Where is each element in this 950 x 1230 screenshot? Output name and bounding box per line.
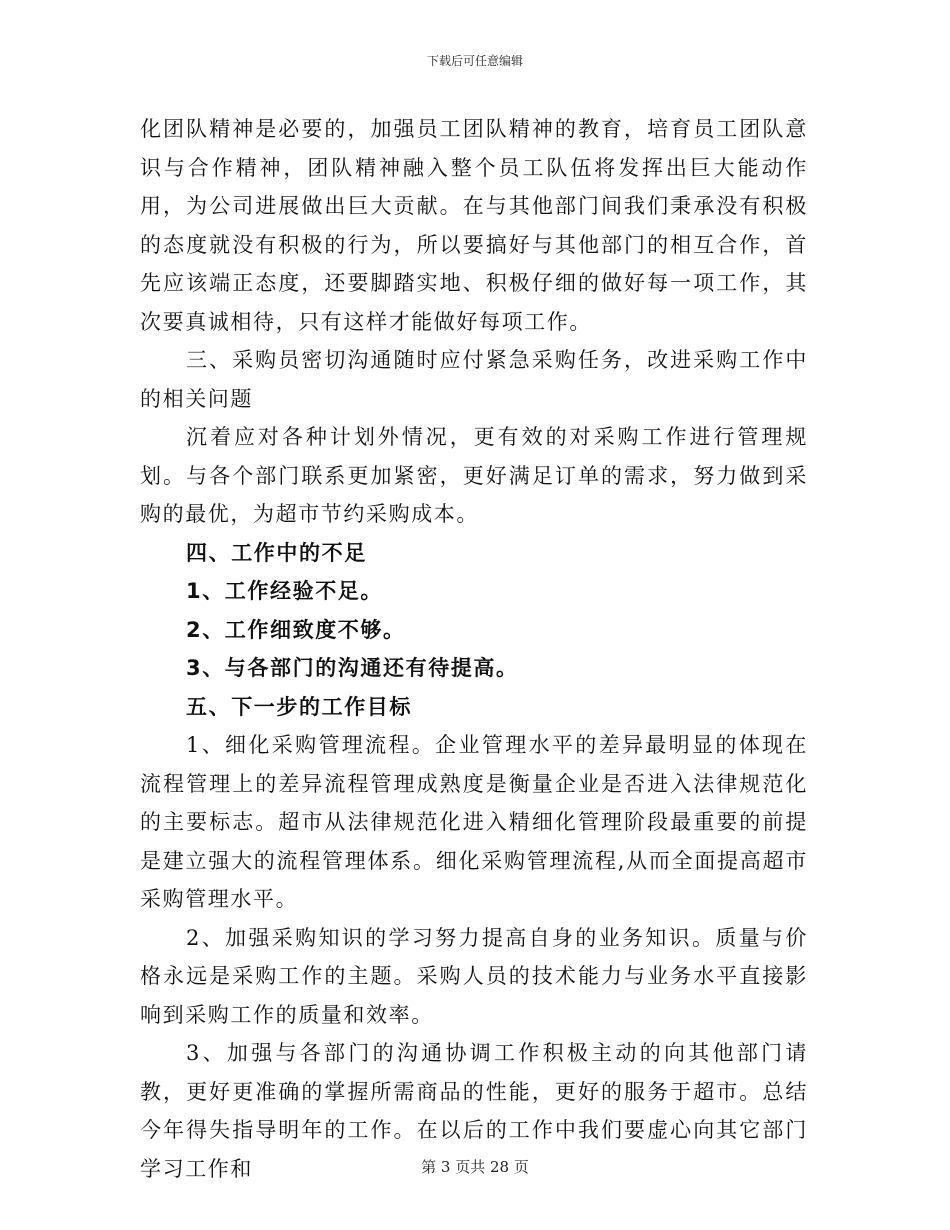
paragraph-section-three: 沉着应对各种计划外情况，更有效的对采购工作进行管理规划。与各个部门联系更加紧密，更好满足订单的需求，努力做到采购的最优，为超市节约采购成本。	[140, 425, 808, 526]
shortcoming-item-3: 3、与各部门的沟通还有待提高。	[186, 656, 519, 680]
shortcoming-item-1: 1、工作经验不足。	[186, 579, 384, 603]
section-three-heading: 三、采购员密切沟通随时应付紧急采购任务，改进采购工作中的相关问题	[140, 348, 808, 411]
goal-item-3: 3、加强与各部门的沟通协调工作积极主动的向其他部门请教，更好更准确的掌握所需商品的性能，更好的服务于超市。总结今年得失指导明年的工作。在以后的工作中我们要虚心向其它部门学习工作和	[140, 1041, 808, 1181]
section-five-heading: 五、下一步的工作目标	[186, 694, 412, 719]
page-footer: 第 3 页共 28 页	[421, 1158, 529, 1176]
shortcoming-item-2: 2、工作细致度不够。	[186, 617, 406, 642]
paragraph-continuation: 化团队精神是必要的，加强员工团队精神的教育，培育员工团队意识与合作精神，团队精神融入整个员工队伍将发挥出巨大能动作用，为公司进展做出巨大贡献。在与其他部门间我们秉承没有积极的态度就没有积极的行为，所以要搞好与其他部门的相互合作，首先应该端正态度，还要脚踏实地、积极仔细的做好每一项工作，其次要真诚相待，只有这样才能做好每项工作。	[140, 117, 808, 334]
document-body	[140, 110, 808, 1188]
goal-item-2: 2、加强采购知识的学习努力提高自身的业务知识。质量与价格永远是采购工作的主题。采购人员的技术能力与业务水平直接影响到采购工作的质量和效率。	[140, 925, 808, 1027]
section-four-heading: 四、工作中的不足	[186, 540, 367, 565]
page-header: 下载后可任意编辑	[426, 54, 523, 68]
goal-item-1: 1、细化采购管理流程。企业管理水平的差异最明显的体现在流程管理上的差异流程管理成熟度是衡量企业是否进入法律规范化的主要标志。超市从法律规范化进入精细化管理阶段最重要的前提是建立强大的流程管理体系。细化采购管理流程,从而全面提高超市采购管理水平。	[140, 733, 808, 911]
